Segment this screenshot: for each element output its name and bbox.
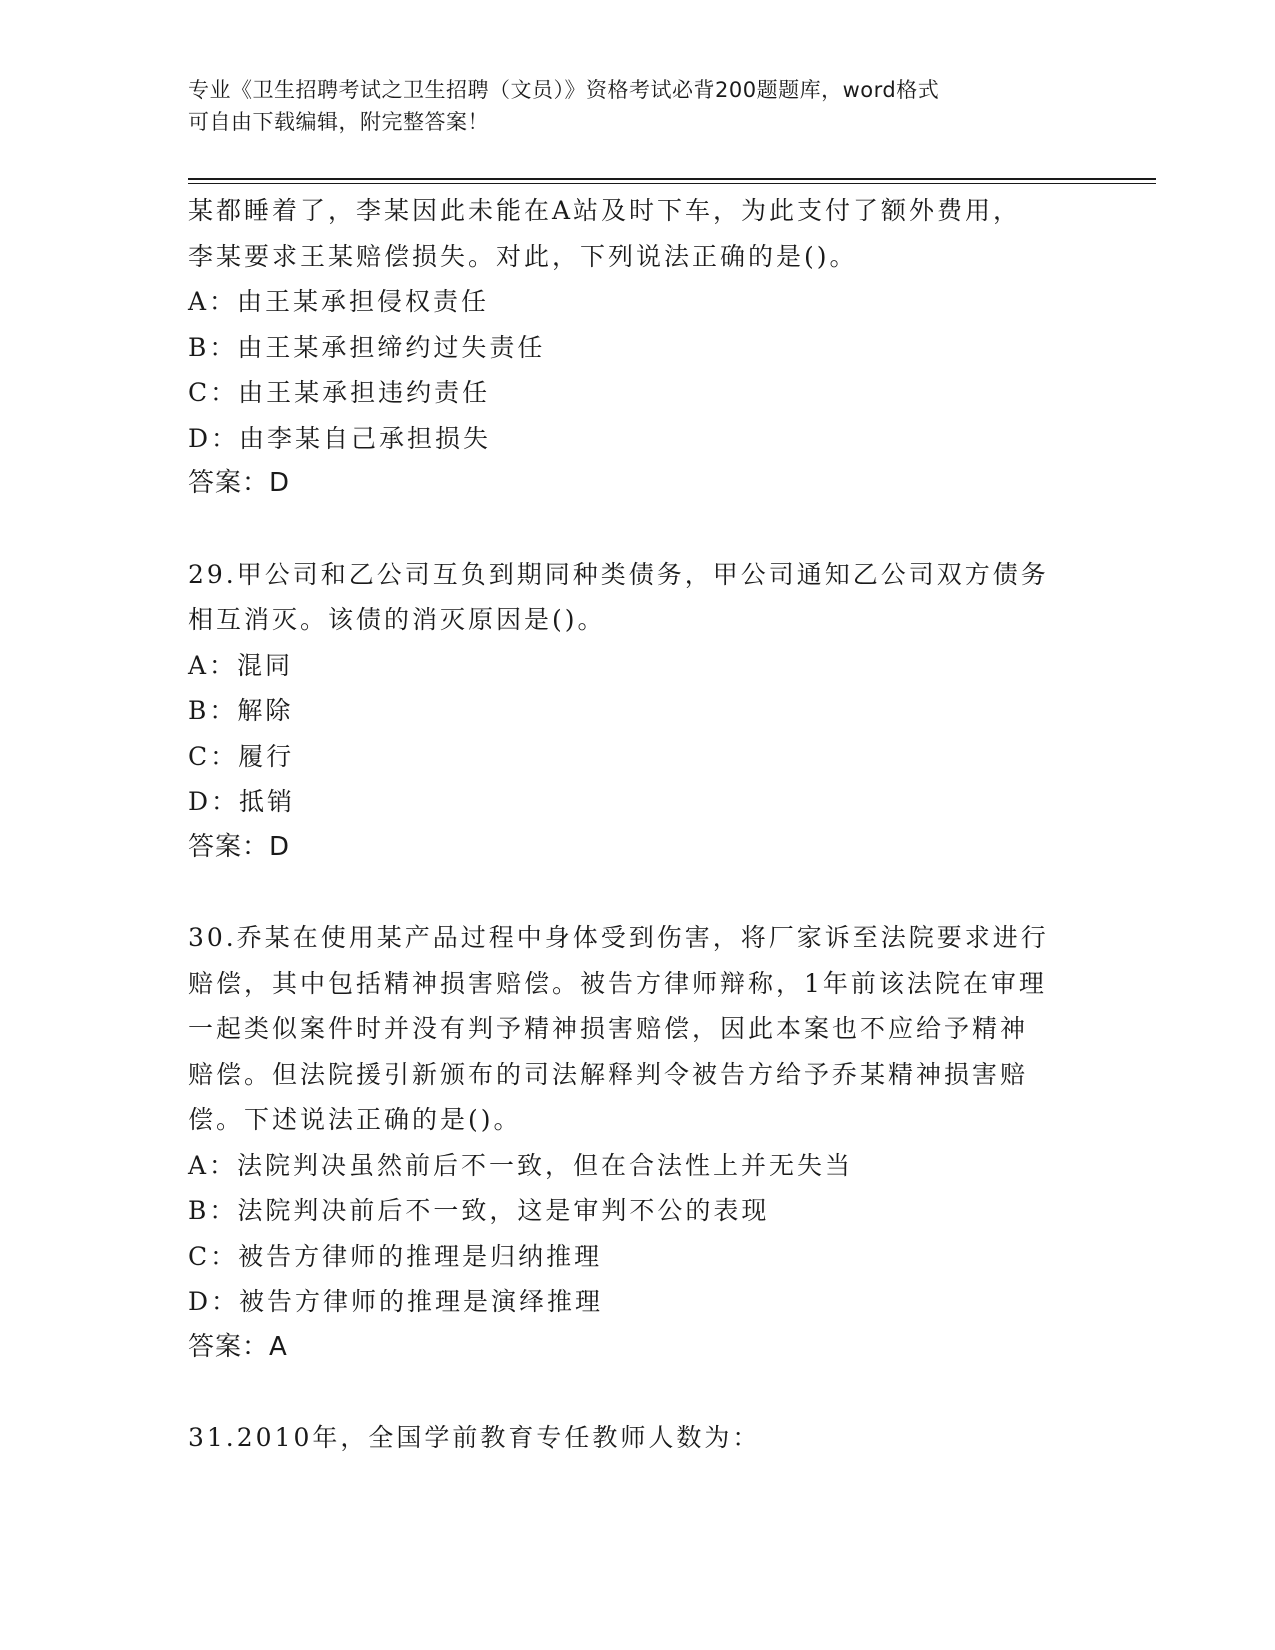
question-text-line: 29.甲公司和乙公司互负到期同种类债务，甲公司通知乙公司双方债务 xyxy=(188,559,1049,589)
option-b: B：由王某承担缔约过失责任 xyxy=(188,332,546,362)
option-d: D：被告方律师的推理是演绎推理 xyxy=(188,1287,604,1316)
answer-label: 答案：A xyxy=(188,1331,288,1362)
question-text-line: 30.乔某在使用某产品过程中身体受到伤害，将厂家诉至法院要求进行 xyxy=(188,923,1049,952)
question-text-line: 一起类似案件时并没有判予精神损害赔偿，因此本案也不应给予精神 xyxy=(188,1014,1029,1043)
option-c: C：被告方律师的推理是归纳推理 xyxy=(188,1241,603,1271)
question-block xyxy=(188,1415,1088,1461)
question-text-line: 相互消灭。该债的消灭原因是()。 xyxy=(188,605,606,634)
option-d: D：由李某自己承担损失 xyxy=(188,423,492,453)
option-a: A：法院判决虽然前后不一致，但在合法性上并无失当 xyxy=(188,1150,854,1180)
question-block xyxy=(188,915,1088,1370)
answer-label: 答案：D xyxy=(188,831,291,862)
question-text-line: 某都睡着了，李某因此未能在A站及时下车，为此支付了额外费用， xyxy=(188,196,1022,225)
question-text-line: 31.2010年，全国学前教育专任教师人数为： xyxy=(188,1423,761,1452)
option-b: B：法院判决前后不一致，这是审判不公的表现 xyxy=(188,1196,770,1225)
option-c: C：由王某承担违约责任 xyxy=(188,378,491,407)
question-text-line: 偿。下述说法正确的是()。 xyxy=(188,1105,522,1134)
option-b: B：解除 xyxy=(188,696,294,725)
option-d: D：抵销 xyxy=(188,787,296,816)
answer-label: 答案：D xyxy=(188,468,291,498)
header-line-1: 专业《卫生招聘考试之卫生招聘（文员）》资格考试必背200题题库，word格式 xyxy=(188,78,940,102)
document-header xyxy=(188,74,1088,138)
question-content xyxy=(188,188,1088,1461)
question-text-line: 赔偿。但法院援引新颁布的司法解释判令被告方给予乔某精神损害赔 xyxy=(188,1059,1029,1089)
question-block xyxy=(188,188,1088,507)
header-divider-thin xyxy=(188,183,1156,184)
header-divider-thick xyxy=(188,178,1156,180)
option-a: A：混同 xyxy=(188,650,294,680)
question-block xyxy=(188,552,1088,871)
question-text-line: 赔偿，其中包括精神损害赔偿。被告方律师辩称，1年前该法院在审理 xyxy=(188,968,1047,998)
question-text-line: 李某要求王某赔偿损失。对此，下列说法正确的是()。 xyxy=(188,241,858,271)
header-line-2: 可自由下载编辑，附完整答案！ xyxy=(188,110,489,134)
option-a: A：由王某承担侵权责任 xyxy=(188,287,490,316)
option-c: C：履行 xyxy=(188,741,295,771)
